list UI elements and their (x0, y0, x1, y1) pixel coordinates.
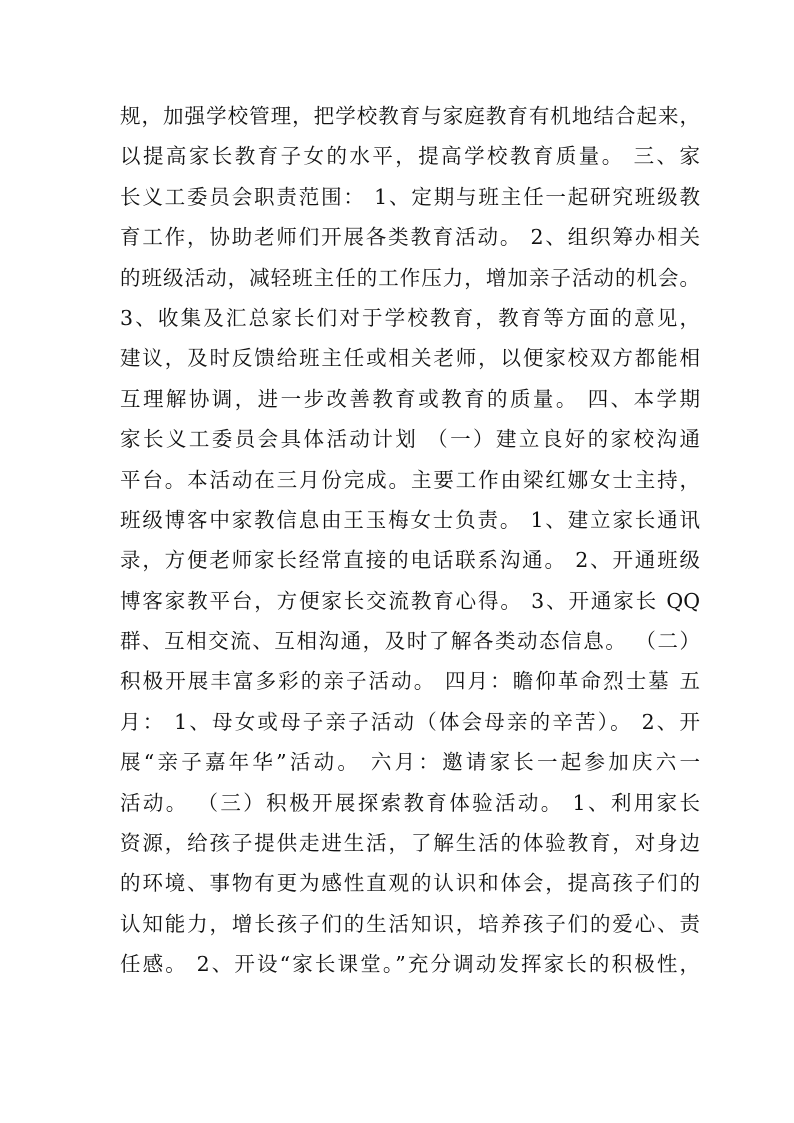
text-line: 录，方便老师家长经常直接的电话联系沟通。 2、开通班级 (120, 548, 700, 573)
text-line: 建议，及时反馈给班主任或相关老师，以便家校双方都能相 (120, 346, 700, 371)
text-line: 3、收集及汇总家长们对于学校教育，教育等方面的意见， (120, 305, 700, 330)
text-line: 长义工委员会职责范围： 1、定期与班主任一起研究班级教 (120, 184, 700, 209)
text-line: 月： 1、母女或母子亲子活动（体会母亲的辛苦）。 2、开 (120, 709, 700, 734)
text-line: 班级博客中家教信息由王玉梅女士负责。 1、建立家长通讯 (120, 507, 700, 532)
text-line: 资源，给孩子提供走进生活，了解生活的体验教育，对身边 (120, 831, 700, 856)
text-line: 展“亲子嘉年华”活动。 六月：邀请家长一起参加庆六一 (120, 750, 700, 775)
text-line: 任感。 2、开设“家长课堂。”充分调动发挥家长的积极性， (120, 952, 700, 977)
text-line: 互理解协调，进一步改善教育或教育的质量。 四、本学期 (120, 386, 700, 411)
body-text (120, 96, 700, 985)
text-line: 规，加强学校管理，把学校教育与家庭教育有机地结合起来， (120, 104, 700, 128)
text-line: 认知能力，增长孩子们的生活知识，培养孩子们的爱心、责 (120, 911, 700, 936)
text-line: 的班级活动，减轻班主任的工作压力，增加亲子活动的机会。 (120, 265, 700, 290)
text-line: 积极开展丰富多彩的亲子活动。 四月：瞻仰革命烈士墓 五 (120, 669, 700, 694)
text-line: 家长义工委员会具体活动计划 （一）建立良好的家校沟通 (120, 427, 700, 452)
text-line: 育工作，协助老师们开展各类教育活动。 2、组织筹办相关 (120, 225, 700, 250)
text-line: 以提高家长教育子女的水平，提高学校教育质量。 三、家 (120, 144, 700, 169)
text-line: 的环境、事物有更为感性直观的认识和体会，提高孩子们的 (120, 871, 700, 896)
text-line: 活动。 （三）积极开展探索教育体验活动。 1、利用家长 (120, 790, 700, 815)
text-line: 博客家教平台，方便家长交流教育心得。 3、开通家长 QQ (120, 588, 700, 613)
text-line: 平台。本活动在三月份完成。主要工作由梁红娜女士主持， (120, 467, 700, 492)
text-line: 群、互相交流、互相沟通，及时了解各类动态信息。 （二） (120, 629, 700, 654)
